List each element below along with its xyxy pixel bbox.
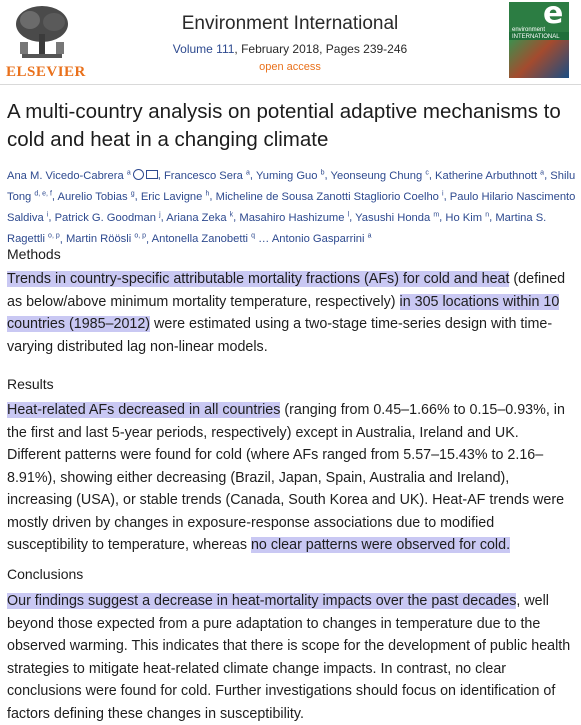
- methods-text: [7, 268, 575, 358]
- author-name[interactable]: Martina S. Ragettli: [7, 212, 547, 246]
- author-link[interactable]: [355, 212, 439, 224]
- author-link[interactable]: [331, 170, 429, 182]
- affiliation-sup[interactable]: l: [347, 211, 350, 219]
- author-name[interactable]: Micheline de Sousa Zanotti Stagliorio Coelho: [215, 190, 439, 203]
- author-link[interactable]: [152, 233, 255, 245]
- affiliation-sup[interactable]: m: [433, 211, 440, 219]
- author-name[interactable]: … Antonio Gasparrini: [258, 233, 365, 246]
- author-name[interactable]: Patrick G. Goodman: [54, 212, 156, 225]
- author-link[interactable]: [55, 212, 161, 224]
- results-text: [7, 399, 575, 557]
- author-link[interactable]: [435, 170, 544, 182]
- affiliation-sup[interactable]: i: [46, 211, 49, 219]
- author-name[interactable]: Yuming Guo: [255, 169, 318, 182]
- highlight: Heat-related AFs decreased in all countries: [7, 402, 281, 418]
- text-run: (ranging from 0.45–1.66% to 0.15–0.93%, in the first and last 5-year periods, respectively) except in Australia, Ireland and UK. Different patterns were found for cold (where AFs ranged from 5.57–15.43% to 2.16–8.91%), showing either decreasing (Brazil, Japan, Spain, Australia and Ireland), increasing (USA), or stable trends (Canada, South Korea and UK). Heat-AF trends were mostly driven by changes in exposure-response associations due to modified susceptibility to temperature, whereas: [7, 402, 565, 553]
- affiliation-sup[interactable]: o, p: [134, 232, 147, 240]
- text-run: (defined as below/above minimum mortality temperature, respectively): [7, 271, 566, 310]
- text-run: , well beyond those expected from a pure adaptation to changes in temperature due to the observed warming. This indicates that there is scope for the development of public health strategies to mitigate heat-related climate change impacts. In contrast, no clear conclusions were found for cold. Further investigations should focus on identification of factors defining these changes in susceptibility.: [7, 593, 571, 722]
- author-name[interactable]: Ariana Zeka: [166, 212, 227, 225]
- affiliation-sup[interactable]: q: [251, 232, 256, 240]
- elsevier-logo[interactable]: [6, 4, 86, 80]
- author-link[interactable]: [445, 212, 489, 224]
- issue-info: , February 2018, Pages 239-246: [234, 42, 408, 56]
- affiliation-sup[interactable]: j: [159, 211, 161, 219]
- conclusions-heading: Conclusions: [7, 566, 84, 582]
- article-header: [0, 0, 581, 82]
- highlight: no clear patterns were observed for cold.: [250, 537, 511, 553]
- author-name[interactable]: Shilu Tong: [7, 169, 576, 203]
- author-link[interactable]: [216, 191, 444, 203]
- author-link[interactable]: [239, 212, 349, 224]
- author-name[interactable]: Francesco Sera: [163, 169, 243, 182]
- publisher-name: ELSEVIER: [6, 64, 86, 80]
- author-name[interactable]: Yasushi Honda: [355, 212, 431, 225]
- affiliation-sup[interactable]: a: [126, 169, 131, 176]
- affiliation-sup[interactable]: n: [485, 211, 490, 219]
- author-name[interactable]: Katherine Arbuthnott: [435, 169, 538, 182]
- article-title: A multi-country analysis on potential adaptive mechanisms to cold and heat in a changing climate: [7, 100, 561, 151]
- volume-number[interactable]: Volume 111: [172, 42, 235, 56]
- cover-journal-title: environment INTERNATIONAL: [512, 27, 560, 40]
- affiliation-sup[interactable]: b: [320, 169, 325, 176]
- person-icon[interactable]: [133, 169, 144, 180]
- affiliation-sup[interactable]: h: [205, 190, 210, 198]
- author-name[interactable]: Martin Röösli: [65, 233, 132, 246]
- author-name[interactable]: Aurelio Tobias: [57, 190, 128, 203]
- affiliation-sup[interactable]: o, p: [48, 232, 60, 240]
- author-link[interactable]: [7, 170, 158, 182]
- journal-volume-link[interactable]: [110, 42, 470, 56]
- author-name[interactable]: Ho Kim: [445, 212, 483, 225]
- email-icon[interactable]: [146, 170, 158, 179]
- results-heading: Results: [7, 376, 54, 392]
- text-run: were estimated using a two-stage time-series design with time-varying distributed lag non-linear models.: [7, 316, 553, 355]
- affiliation-sup[interactable]: a: [367, 232, 372, 240]
- affiliation-sup[interactable]: k: [229, 211, 234, 219]
- open-access-badge: open access: [259, 61, 321, 73]
- header-divider: [0, 84, 581, 85]
- affiliation-sup[interactable]: a: [540, 169, 545, 176]
- author-link[interactable]: [258, 233, 371, 245]
- methods-heading: Methods: [7, 246, 61, 262]
- elsevier-tree-icon: [12, 4, 72, 62]
- author-name[interactable]: Antonella Zanobetti: [151, 233, 249, 246]
- affiliation-sup[interactable]: d, e, f: [34, 190, 52, 198]
- cover-letter: e: [543, 2, 564, 31]
- author-link[interactable]: [256, 170, 325, 182]
- author-name[interactable]: Paulo Hilario Nascimento Saldiva: [7, 190, 576, 225]
- highlight: in 305 locations within 10 countries (1985–2012): [7, 293, 560, 332]
- author-name[interactable]: Ana M. Vicedo-Cabrera: [7, 169, 124, 182]
- cover-artwork: [509, 40, 569, 78]
- author-name[interactable]: Masahiro Hashizume: [239, 212, 345, 225]
- author-name[interactable]: Yeonseung Chung: [330, 169, 423, 182]
- affiliation-sup[interactable]: c: [425, 169, 429, 176]
- affiliation-sup[interactable]: a: [246, 169, 250, 176]
- author-link[interactable]: [66, 233, 146, 245]
- author-link[interactable]: [164, 170, 250, 182]
- author-link[interactable]: [166, 212, 233, 224]
- journal-cover-thumbnail[interactable]: [509, 2, 569, 78]
- author-name[interactable]: Eric Lavigne: [140, 190, 203, 203]
- author-list: Ana M. Vicedo-Cabrera $^a$ , Francesco Sera $^a$, Yuming Guo $^b$, Yeonseung Chung $^c$, Katherine Arbuthnott $^a$, Shilu Tong $^{d, e, f}$, Aurelio Tobias $^g$, Eric Lavigne $^h$, Micheline de Sousa Zanotti Stagliorio Coelho $^i$, Paulo Hilario Nascimento Saldiva $^i$, Patrick G. Goodman $^j$, Ariana Zeka $^k$, Masahiro Hashizume $^l$, Yasushi Honda $^m$, Ho Kim $^n$, Martina S. Ragettli $^{o, p}$, Martin Röösli $^{o, p}$, Antonella Zanobetti $^q$ … Antonio Gasparrini $^a$: [7, 169, 576, 246]
- affiliation-sup[interactable]: i: [442, 190, 444, 198]
- author-link[interactable]: [141, 191, 210, 203]
- journal-title-link[interactable]: Environment International: [181, 13, 399, 34]
- highlight: Trends in country-specific attributable mortality fractions (AFs) for cold and heat: [7, 271, 510, 287]
- author-link[interactable]: [58, 191, 135, 203]
- highlight: Our findings suggest a decrease in heat-mortality impacts over the past decades: [7, 593, 517, 609]
- conclusions-text: [7, 590, 575, 725]
- affiliation-sup[interactable]: g: [130, 190, 135, 198]
